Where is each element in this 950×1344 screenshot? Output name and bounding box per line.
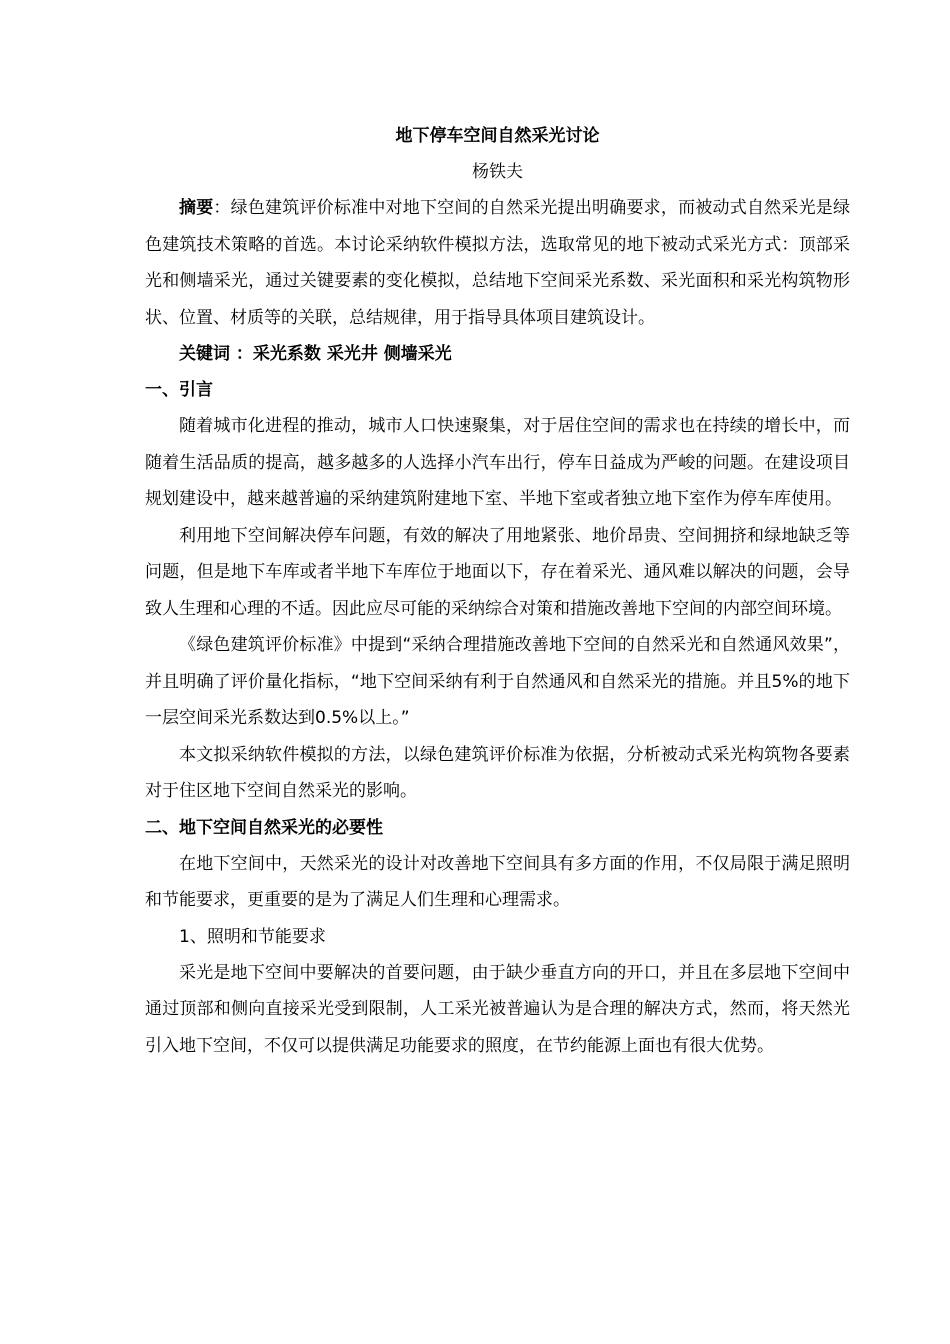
- section-2-heading: 二、地下空间自然采光的必要性: [145, 817, 383, 838]
- abstract-paragraph: [145, 190, 850, 336]
- section-1-heading: 一、引言: [145, 380, 213, 400]
- subsection-1-paragraph: 采光是地下空间中要解决的首要问题，由于缺少垂直方向的开口，并且在多层地下空间中通过顶部和侧向直接采光受到限制，人工采光被普遍认为是合理的解决方式，然而，将天然光引入地下空间，不仅可以提供满足功能要求的照度，在节约能源上面也有很大优势。: [145, 962, 850, 1056]
- section-1-paragraph: 《绿色建筑评价标准》中提到“采纳合理措施改善地下空间的自然采光和自然通风效果”，并且明确了评价量化指标，“地下空间采纳有利于自然通风和自然采光的措施。并且5%的地下一层空间采光系数达到0.5%以上。”: [145, 635, 850, 728]
- abstract-text: ：绿色建筑评价标准中对地下空间的自然采光提出明确要求，而被动式自然采光是绿色建筑技术策略的首选。本讨论采纳软件模拟方法，选取常见的地下被动式采光方式：顶部采光和侧墙采光，通过关键要素的变化模拟，总结地下空间采光系数、采光面积和采光构筑物形状、位置、材质等的关联，总结规律，用于指导具体项目建筑设计。: [145, 198, 850, 328]
- document-author: 杨铁夫: [472, 162, 523, 182]
- abstract-label: 摘要: [179, 198, 214, 218]
- section-1-paragraph: 随着城市化进程的推动，城市人口快速聚集，对于居住空间的需求也在持续的增长中，而随着生活品质的提高，越多越多的人选择小汽车出行，停车日益成为严峻的问题。在建设项目规划建设中，越来越普遍的采纳建筑附建地下室、半地下室或者独立地下室作为停车库使用。: [145, 416, 850, 509]
- section-1-paragraph: 本文拟采纳软件模拟的方法，以绿色建筑评价标准为依据，分析被动式采光构筑物各要素对于住区地下空间自然采光的影响。: [145, 744, 850, 801]
- subsection-1-heading: 1、照明和节能要求: [179, 926, 326, 947]
- section-2-intro: 在地下空间中，天然采光的设计对改善地下空间具有多方面的作用，不仅局限于满足照明和节能要求，更重要的是为了满足人们生理和心理需求。: [145, 853, 850, 910]
- keywords-line: 关键词 ：采光系数 采光井 侧墙采光: [179, 344, 452, 364]
- document-page: [145, 118, 850, 1064]
- document-title: 地下停车空间自然采光讨论: [395, 126, 600, 146]
- section-1-paragraph: 利用地下空间解决停车问题，有效的解决了用地紧张、地价昂贵、空间拥挤和绿地缺乏等问题，但是地下车库或者半地下车库位于地面以下，存在着采光、通风难以解决的问题，会导致人生理和心理的不适。因此应尽可能的采纳综合对策和措施改善地下空间的内部空间环境。: [145, 525, 850, 619]
